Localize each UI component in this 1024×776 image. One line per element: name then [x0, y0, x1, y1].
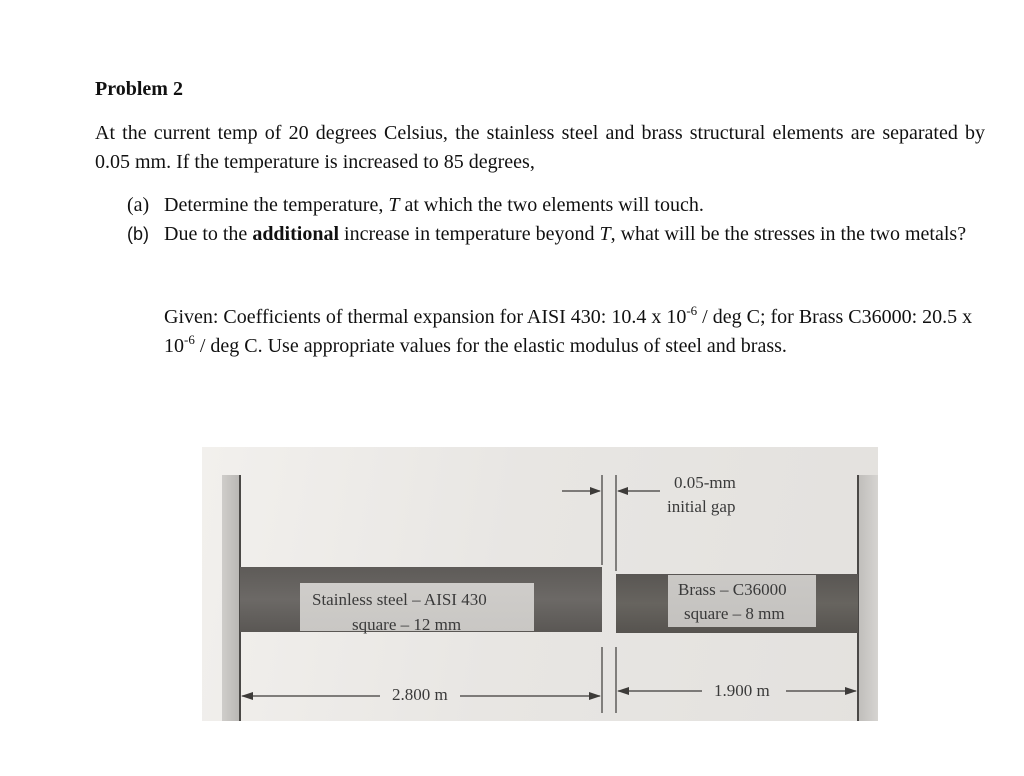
- part-b-emphasis: additional: [252, 223, 340, 245]
- problem-intro: At the current temp of 20 degrees Celsius, the stainless steel and brass structural elements are separated by 0.05 mm. If the temperature is increased to 85 degrees,: [95, 122, 985, 173]
- part-a: [127, 191, 985, 220]
- given-text-2: / deg C; for Brass C36000: 20.5 x 10: [164, 306, 973, 357]
- steel-label-line2: square – 12 mm: [352, 615, 462, 634]
- steel-dim-arrow-left: [241, 692, 253, 700]
- given-text-3: / deg C. Use appropriate values for the elastic modulus of steel and brass.: [194, 335, 787, 357]
- gap-arrow-left-head: [590, 487, 601, 495]
- part-a-text: [164, 191, 985, 220]
- part-a-text-end: at which the two elements will touch.: [399, 194, 704, 216]
- bar-diagram-photo: [202, 447, 878, 721]
- brass-label-line2: square – 8 mm: [684, 604, 785, 623]
- part-b-text: [164, 220, 985, 249]
- part-a-text-start: Determine the temperature,: [164, 194, 389, 216]
- part-a-marker: (a): [127, 194, 150, 216]
- part-b-text-3: , what will be the stresses in the two metals?: [610, 223, 967, 245]
- given-exponent-2: -6: [184, 332, 195, 347]
- brass-label-line1: Brass – C36000: [678, 580, 787, 599]
- steel-label-line1: Stainless steel – AISI 430: [312, 590, 487, 609]
- part-b-text-2: increase in temperature beyond: [339, 223, 600, 245]
- problem-title: Problem 2: [95, 78, 183, 100]
- gap-arrow-right-head: [617, 487, 628, 495]
- steel-dim-arrow-right: [589, 692, 601, 700]
- problem-parts: [127, 191, 985, 249]
- part-b-text-1: Due to the: [164, 223, 253, 245]
- right-wall: [858, 475, 878, 721]
- gap-label-line1: 0.05-mm: [674, 473, 736, 492]
- gap-label-line2: initial gap: [667, 497, 736, 516]
- brass-dim-arrow-left: [617, 687, 629, 695]
- left-wall: [222, 475, 240, 721]
- brass-dim-arrow-right: [845, 687, 857, 695]
- brass-length-label: 1.900 m: [714, 681, 770, 700]
- steel-length-label: 2.800 m: [392, 685, 448, 704]
- given-paragraph: [164, 303, 974, 361]
- part-b-variable: T: [599, 223, 611, 245]
- part-b: [127, 220, 985, 249]
- part-a-variable: T: [388, 194, 400, 216]
- given-text-1: Given: Coefficients of thermal expansion for AISI 430: 10.4 x 10: [164, 306, 687, 328]
- part-b-marker: (b): [127, 224, 149, 244]
- given-exponent-1: -6: [686, 303, 698, 318]
